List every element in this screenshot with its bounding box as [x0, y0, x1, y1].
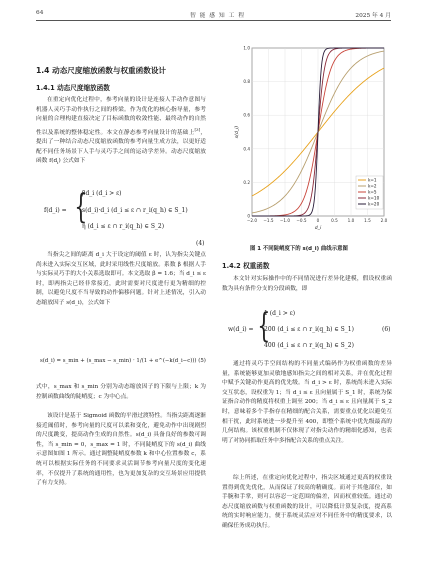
x-tick-label: 2.0 — [380, 218, 388, 223]
y-tick-label: 0.8 — [243, 79, 250, 85]
x-tick-label: 0 — [316, 218, 320, 223]
y-tick-label: 0 — [247, 213, 250, 219]
journal-name: 智 能 感 知 工 程 — [190, 13, 245, 19]
x-axis-label: d_i — [314, 226, 322, 231]
y-tick-label: 0.4 — [243, 146, 250, 152]
issue-date: 2025 年 4 月 — [355, 13, 391, 19]
left-paragraph-2: 当指尖之间的距离 d_i 大于设定的阈值 ε 时，认为指尖关键点尚未进入实际交互区域，此时采用线性尺度缩放。系数 β 根据人手与实际灵巧手的大小关系选取即可。本文选取 β = 1.6；当 d_i ≤ ε 时，即两指尖已经非常接近，此时需要对尺度进行更为精细的控制，以避免尺度不当导致的动作偏移问题。针对上述情况，引入动态缩放因子 s(d_i)，公式如下 — [36, 252, 206, 306]
y-tick-label: 0.2 — [243, 179, 250, 185]
y-tick-label: 0.6 — [243, 112, 250, 118]
page-number: 64 — [36, 10, 44, 16]
legend-label: k=10 — [368, 195, 380, 201]
x-tick-label: 0.5 — [331, 218, 338, 223]
figure-1-chart — [222, 42, 392, 238]
subsection-title-1-4-1: 1.4.1 动态尺度缩放函数 — [36, 84, 110, 92]
left-paragraph-3: 式中，s_max 和 s_min 分别为动态缩放因子的下限与上限；k 为控制函数曲线的陡峭度；c 为中心点。 — [36, 384, 206, 400]
x-tick-label: 1.0 — [347, 218, 355, 223]
legend-label: k=2 — [368, 183, 377, 189]
left-paragraph-4: 该设计是基于 Sigmoid 函数的平滑过渡特性。当指尖距离逐渐接近阈值时，参考向量的尺度可以柔和变化，避免动作中出现剧烈的尺度跳变，提高动作生成的自然性。s(d_i) 具备良好的参数可调性，当 s_min = 0，s_max = 1 时，不同陡峭度下的 s(d_i) 曲线示意图如图 1 所示。通过调整陡峭度参数 k 和中心位置参数 c，系统可以根据实际任务的不同要求灵活调节参考向量尺度的变化速率，不仅提升了系统的通用性，也为更加复杂的交互场景应用提供了有力支持。 — [36, 413, 206, 487]
page-header — [0, 0, 427, 20]
right-paragraph-2: 通过将灵巧手空间结构的不同量式编码作为权重函数的差异量，系统能够更加灵敏地感知指尖之间的相对关系，并在优化过程中赋予关键动作更高的优先级。当 d_i > ε 时，系统尚未进入实际交互状态，设权重为 1；当 d_i ≤ ε 且向量属于 S_1 时，系统为保证指合动作的精度将权重上调至 200；当 d_i ≤ ε 且向量属于 S_2 时，意味着多个手指存在精细的配合关系，需要重点优化以避免互相干扰，此时系统进一步提升至 400，即整个系统中优先级最高的几何结构。该权重机制不仅体现了对指尖动作的精细化感知，也表明了对协同抓取任务中多指配合关系的重点关注。 — [222, 361, 392, 444]
figure-1-caption: 图 1 不同陡峭度下的 s(d_i) 曲线示意图 — [250, 246, 348, 252]
legend-label: k=1 — [368, 177, 377, 183]
x-tick-label: −0.5 — [296, 218, 307, 223]
x-tick-label: −1.0 — [279, 218, 291, 223]
legend-label: k=5 — [368, 189, 377, 195]
legend-label: k=20 — [368, 201, 380, 207]
header-rule — [36, 20, 391, 21]
x-tick-label: 1.5 — [364, 218, 371, 223]
equation-5: s(d_i) = s_min + (s_max − s_min) · 1/(1 + e^(−k(d_i−c))) (5) — [40, 358, 206, 364]
x-tick-label: −1.5 — [263, 218, 274, 223]
y-axis-label: s(d_i) — [235, 125, 240, 139]
y-tick-label: 1.0 — [243, 45, 250, 51]
right-paragraph-3: 综上所述，在重定向优化过程中，指尖区域通过更高的权重设置得到优先优化，从而保证了较高的精确度。而对于其他部位，如手腕和手掌，则可以容忍一定范围的偏差，因而权重较低。通过动态尺度缩放函数与权重函数的设计，可以降低计算复杂度，提高系统的实时响应能力，便于系统灵活应对不同任务中的精度要求，以确保任务成功执行。 — [222, 475, 392, 529]
subsection-title-1-4-2: 1.4.2 权重函数 — [222, 262, 270, 270]
x-tick-label: −2.0 — [246, 218, 258, 223]
section-title-1-4: 1.4 动态尺度缩放函数与权重函数设计 — [36, 66, 167, 75]
left-paragraph-1: 在重定向优化过程中，参考向量的设计是连接人手动作意图与机器人灵巧手动作执行之间的桥梁。作为优化的核心指导量，参考向量的合理构建直接决定了目标函数的收敛性能、最终动作的自然性以及系统的整体稳定性。本文在静态参考向量设计的基础上[3]，提出了一种结合动态尺度缩放函数的参考向量生成方法，以更好适配不同任务场景下人手与灵巧手之间的运动学差异。动态尺度缩放函数 $f(d_i)$ 公式如下 — [36, 97, 207, 166]
right-paragraph-1: 本文针对实际操作中的不同情况进行差异化建模，假设权重函数为具有条件分支的分段函数，即 — [222, 276, 392, 292]
